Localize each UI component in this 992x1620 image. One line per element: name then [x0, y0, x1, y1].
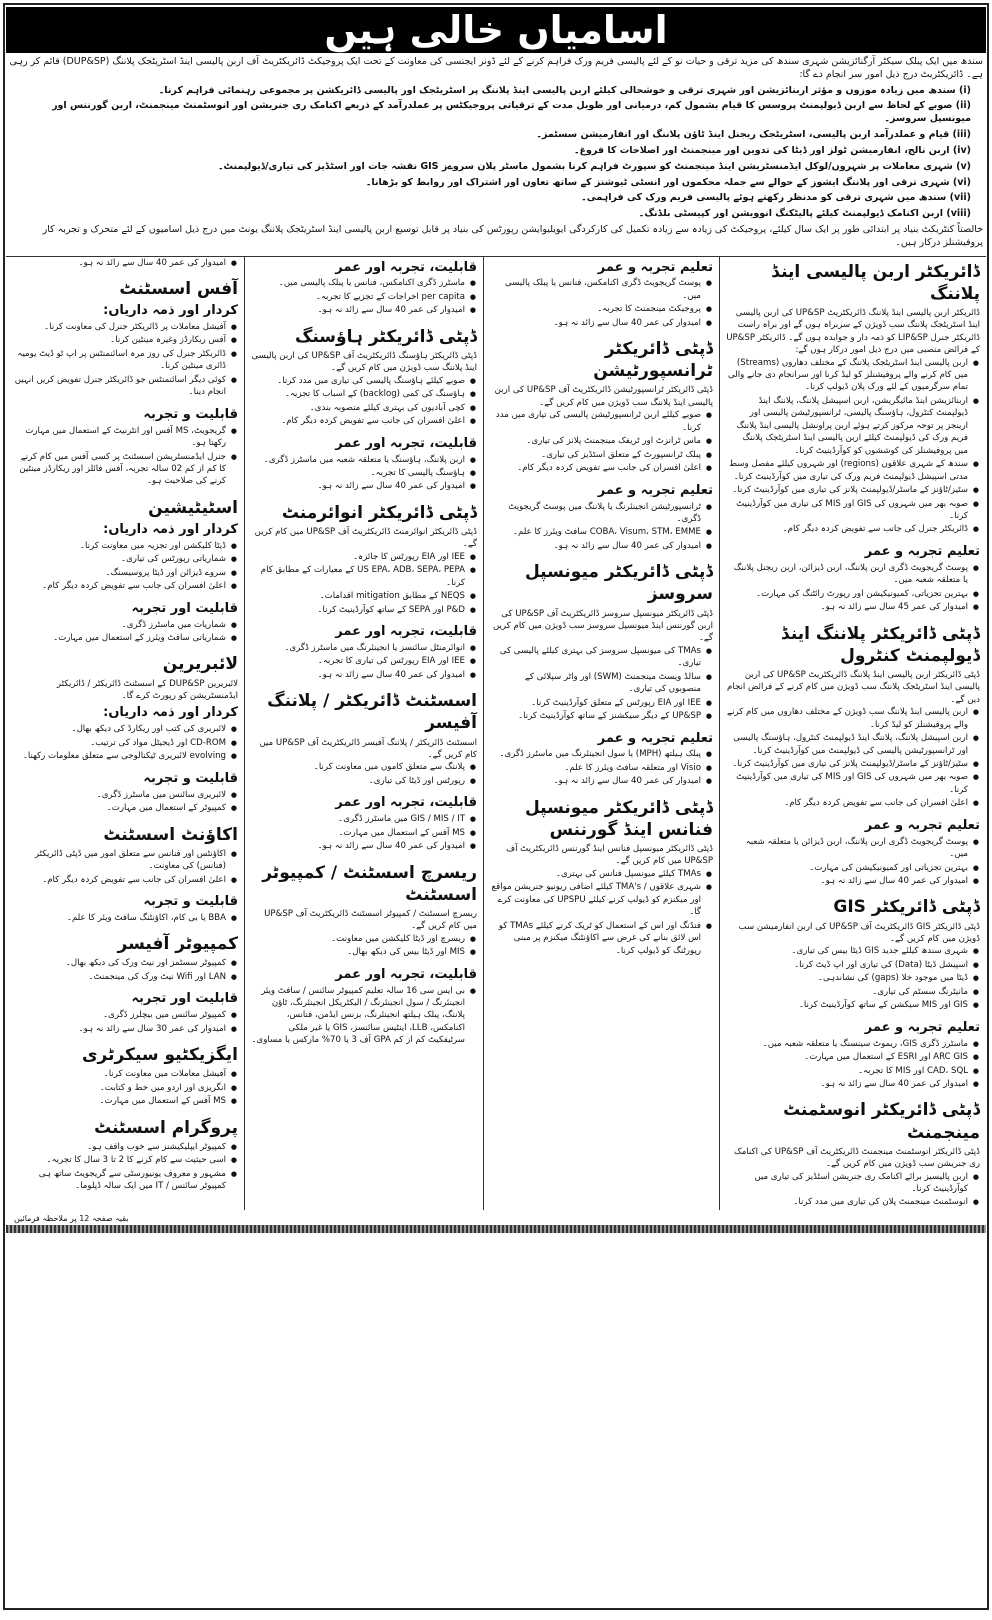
- list-item: ● شماریاتی رپورٹس کی تیاری۔: [12, 553, 226, 565]
- section-subheading: کردار اور ذمہ داریاں:: [103, 705, 238, 721]
- job-title: ڈپٹی ڈائریکٹر ٹرانسپورٹیشن: [593, 339, 713, 382]
- list-item: ● Visio اور متعلقہ سافٹ ویئرز کا علم۔: [490, 762, 701, 774]
- list-item: ● BBA یا بی کام، اکاؤنٹنگ سافٹ ویئر کا علم۔: [12, 912, 226, 924]
- list-item: ● گریجویٹ، MS آفس اور انٹرنیٹ کے استعمال میں مہارت رکھتا ہو۔: [12, 425, 226, 450]
- job-section: [251, 858, 477, 960]
- section-subheading: تعلیم تجربہ و عمر: [864, 817, 980, 833]
- list-item: ● بہترین تجزیاتی اور کمیونیکیشن کی مہارت۔: [726, 862, 968, 874]
- list-item: ● بی ایس سی 16 سالہ تعلیم کمپیوٹر سائنس / سافٹ ویئر انجینئرنگ / سول انجینئرنگ / الیکٹریکل انجینئرنگ، ٹاؤن پلاننگ، پبلک ہیلتھ انجینئرنگ، بزنس ایڈمن، فنانس، اکنامکس، LLB، اینٹیس سائنسز، GIS یا غیر ملکی سرٹیفکیٹ کم از کم GPA آف 3 یا 70% مارکس یا مساوی۔: [251, 985, 465, 1047]
- list-item: ● US EPA، ADB، SEPA، PEPA کے معیارات کے مطابق کام کرنا۔: [251, 564, 465, 589]
- list-item: ● P&D اور SEPA کے ساتھ کوآرڈینیٹ کرنا۔: [251, 604, 465, 616]
- job-section: [12, 493, 238, 594]
- section-subheading: کردار اور ذمہ داریاں:: [103, 303, 238, 319]
- job-title: اکاؤنٹ اسسٹنٹ: [103, 824, 238, 845]
- bullet-list: [726, 562, 980, 614]
- intro-point: (vi) شہری ترقی اور پلاننگ ایشوز کے حوالے سے جملہ محکموں اور انسٹی ٹیوشنز کے ساتھ تعاون اور اشتراک اور روابط کو بڑھانا۔: [365, 176, 971, 188]
- list-item: ● صوبہ بھر میں شہروں کی GIS اور MIS کی تیاری میں کوآرڈینیٹ کرنا۔: [726, 771, 968, 796]
- list-item: ● CAD، SQL اور MIS کا تجربہ۔: [726, 1065, 968, 1077]
- column-2: [484, 257, 720, 1210]
- list-item: ● کمپیوٹر کے استعمال میں مہارت۔: [12, 802, 226, 814]
- section-subheading: تعلیم تجربہ و عمر: [597, 730, 713, 746]
- list-item: ● فنڈنگ اور اس کے استعمال کو ٹریک کرنے کیلئے TMAs کو اس لائق بنانے کی غرض سے اکاؤنٹنگ میکنزم پر مبنی رپورٹنگ کو ڈیولپ کرنا۔: [490, 920, 701, 957]
- intro-section: [6, 56, 986, 250]
- list-item: ● اعلیٰ افسران کی جانب سے تفویض کردہ دیگر کام۔: [12, 874, 226, 886]
- job-section: [726, 1095, 980, 1209]
- job-title: پروگرام اسسٹنٹ: [94, 1117, 238, 1138]
- list-item: ● اربنائزیشن اینڈ مائیگریشن، اربن اسپیشل پلاننگ، پلاننگ اینڈ ڈیولپمنٹ کنٹرول، ہاؤسنگ پالیسی، ٹرانسپورٹیشن پالیسی اور ارینجز پر توجہ مرکوز کرتے ہوئے اربن پراونشل پالیسی اینڈ پلاننگ فریم ورک کی ڈیولپمنٹ کیلئے اربن پالیسی اینڈ اسٹریٹجک پلاننگ میں پروفیشنلز کی کوششوں کو کوآرڈینیٹ کرنا۔: [726, 395, 968, 457]
- bullet-list: [490, 748, 713, 787]
- list-item: ● اربن پالیسی اینڈ اسٹریٹجک پلاننگ کے مختلف دھاروں (Streams) میں کام کرنے والے پروفیشنلز کو لیڈ کرنا اور سرانجام دی جانے والی تمام سرگرمیوں کے لئے ورک پلان ڈیولپ کرنا۔: [726, 357, 968, 394]
- bullet-list: [12, 1009, 238, 1035]
- list-item: ● پوسٹ گریجویٹ ڈگری اربن پلاننگ، اربن ڈیزائن یا متعلقہ شعبہ میں۔: [726, 836, 968, 861]
- list-item: ● اعلیٰ افسران کی جانب سے تفویض کردہ دیگر کام۔: [12, 580, 226, 592]
- list-item: ● کمپیوٹر سسٹمز اور نیٹ ورک کی دیکھ بھال۔: [12, 957, 226, 969]
- job-section: [12, 988, 238, 1036]
- list-item: ● امیدوار کی عمر 40 سال سے زائد نہ ہو۔: [251, 304, 465, 316]
- job-section: [12, 820, 238, 887]
- list-item: ● سروے ڈیزائن اور ڈیٹا پروسیسنگ۔: [12, 567, 226, 579]
- job-title: ڈپٹی ڈائریکٹر GIS: [833, 897, 980, 918]
- job-section: [12, 1040, 238, 1108]
- list-item: ● سالڈ ویسٹ مینجمنٹ (SWM) اور واٹر سپلائی کے منصوبوں کی تیاری۔: [490, 671, 701, 696]
- bullet-list: [726, 945, 980, 1011]
- job-title: کمپیوٹر آفیسر: [117, 934, 238, 955]
- bullet-list: [490, 645, 713, 723]
- list-item: ● امیدوار کی عمر 40 سال سے زائد نہ ہو۔: [251, 669, 465, 681]
- list-item: ● ٹرانسپورٹیشن انجینئرنگ یا پلاننگ میں پوسٹ گریجویٹ ڈگری۔: [490, 501, 701, 526]
- list-item: ● مشہور و معروف یونیورسٹی سے گریجویٹ ساتھ ہی کمپیوٹر سائنس / IT میں ایک سالہ ڈپلوما۔: [12, 1168, 226, 1193]
- section-subheading: قابلیت و تجربہ: [143, 893, 238, 909]
- intro-point: (iii) قیام و عملدرآمد اربن پالیسی، اسٹریٹجک ریجنل اینڈ ٹاؤن پلاننگ اور انفارمیشن سسٹمز۔: [536, 129, 971, 141]
- section-subheading: قابلیت اور تجربہ: [131, 991, 238, 1007]
- job-section: [726, 257, 980, 537]
- bullet-list: [251, 551, 477, 616]
- job-title: ڈپٹی ڈائریکٹر میونسپل فنانس اینڈ گورننس: [525, 797, 713, 840]
- job-section: [726, 541, 980, 615]
- intro-point: (iv) اربن نالج، انفارمیشن ٹولز اور ڈیٹا کی تدوین اور مینجمنٹ اور اصلاحات کا فروغ۔: [573, 144, 971, 156]
- list-item: ● امیدوار کی عمر 40 سال سے زائد نہ ہو۔: [251, 480, 465, 492]
- bullet-list: [251, 933, 477, 959]
- list-item: ● IEE اور EIA رپورٹس کا جائزہ۔: [251, 551, 465, 563]
- job-description: ڈپٹی ڈائریکٹر میونسپل فنانس اینڈ گورننس ڈائریکٹریٹ آف UP&SP میں کام کریں گے۔: [506, 844, 713, 867]
- list-item: ● MIS اور ڈیٹا بیس کی دیکھ بھال۔: [251, 946, 465, 958]
- list-item: ● LAN اور Wifi نیٹ ورک کی مینجمنٹ۔: [12, 971, 226, 983]
- list-item: ● اربن اسپیشل پلاننگ، پلاننگ اینڈ ڈیولپمنٹ کنٹرول، ہاؤسنگ پالیسی اور ٹرانسپورٹیشن پالیسی کی ڈیولپمنٹ میں کوآرڈینیٹ کرنا۔: [726, 732, 968, 757]
- list-item: ● شہری علاقوں / TMA's کیلئے اضافی ریونیو جنریشن مواقع اور میکنزم کو ڈیولپ کرنے کیلئے UPSPU کی معاونت کرے گا۔: [490, 881, 701, 918]
- list-item: ● MS آفس کے استعمال میں مہارت۔: [12, 1095, 226, 1107]
- list-item: ● آفیشل معاملات میں معاونت کرنا۔: [12, 1068, 226, 1080]
- job-section: [490, 257, 713, 331]
- job-section: [726, 619, 980, 811]
- list-item: ● ڈیٹا میں موجود خلا (gaps) کی نشاندہی۔: [726, 972, 968, 984]
- list-item: ● CD-ROM اور ڈیجیٹل مواد کی ترتیب۔: [12, 737, 226, 749]
- list-item: ● ڈائریکٹر جنرل کی روز مرہ اسائنمنٹس پر اپ ٹو ڈیٹ یومیہ ڈائری مینٹین کرنا۔: [12, 348, 226, 373]
- list-item: ● پبلک ٹرانسپورٹ کے متعلق اسٹڈیز کی تیاری۔: [490, 449, 701, 461]
- bullet-list: [12, 425, 238, 488]
- job-description: ڈپٹی ڈائریکٹر اربن پالیسی اینڈ پلاننگ ڈائریکٹریٹ UP&SP کی اربن پالیسی اینڈ اسٹریٹجک پلاننگ سب ڈویژن میں کام کرنے کے فرائض انجام دیں گے۔: [727, 669, 980, 705]
- job-title: ڈپٹی ڈائریکٹر انوسٹمنٹ مینجمنٹ: [783, 1100, 980, 1143]
- list-item: ● امیدوار کی عمر 30 سال سے زائد نہ ہو۔: [12, 1023, 226, 1035]
- job-section: [12, 649, 238, 763]
- bullet-list: [12, 1068, 238, 1107]
- job-section: [726, 892, 980, 1012]
- list-item: ● بہترین تجزیاتی، کمیونیکیشن اور رپورٹ رائٹنگ کی مہارت۔: [726, 588, 968, 600]
- list-item: ● ہاؤسنگ پالیسی کا تجربہ۔: [251, 467, 465, 479]
- column-4: [6, 257, 245, 1210]
- bullet-list: [12, 321, 238, 399]
- section-subheading: قابلیت و تجربہ: [143, 770, 238, 786]
- bullet-list: [490, 409, 713, 474]
- job-section: [490, 334, 713, 475]
- section-subheading: قابلیت اور تجربہ: [131, 600, 238, 616]
- bullet-list: [490, 868, 713, 957]
- bullet-list: [251, 454, 477, 493]
- job-description: ڈپٹی ڈائریکٹر میونسپل سروسز ڈائریکٹریٹ آف UP&SP کی اربن گورننس اینڈ میونسپل سروسز سب ڈویژن میں کام کریں گے۔: [493, 608, 713, 644]
- list-item: ● جنرل ایڈمنسٹریشن اسسٹنٹ پر کسی آفس میں کام کرنے کا کم از کم 02 سالہ تجربہ، آفس فائلز اور ریکارڈز مینٹین کرنے کی صلاحیت ہو۔: [12, 451, 226, 488]
- list-item: ● اربن پلاننگ، ہاؤسنگ یا متعلقہ شعبہ میں ماسٹرز ڈگری۔: [251, 454, 465, 466]
- bullet-list: [726, 1038, 980, 1091]
- section-subheading: قابلیت، تجربہ اور عمر: [335, 435, 477, 451]
- job-title: ریسرچ اسسٹنٹ / کمپیوٹر اسسٹنٹ: [262, 862, 477, 905]
- bullet-list: [251, 813, 477, 852]
- list-item: ● امیدوار کی عمر 40 سال سے زائد نہ ہو۔: [12, 257, 226, 269]
- job-section: [726, 1017, 980, 1092]
- list-item: ● سٹیز/ٹاؤنز کے ماسٹر/ڈیولپمنٹ پلانز کی تیاری میں کوآرڈینیٹ کرنا۔: [726, 758, 968, 770]
- bullet-list: [251, 277, 477, 316]
- list-item: ● اربن پالیسی اینڈ پلاننگ سب ڈویژن کے مختلف دھاروں میں کام کرنے والے پروفیشنلز کو لیڈ کرنا۔: [726, 706, 968, 731]
- bullet-list: [12, 957, 238, 983]
- job-description: اسسٹنٹ ڈائریکٹر / پلاننگ آفیسر ڈائریکٹریٹ آف UP&SP میں کام کریں گے۔: [259, 737, 477, 761]
- job-section: [12, 1113, 238, 1194]
- list-item: ● پروجیکٹ مینجمنٹ کا تجربہ۔: [490, 303, 701, 315]
- job-title: ایگزیکٹیو سیکرٹری: [81, 1045, 238, 1066]
- page-title: اسامیاں خالی ہیں: [6, 7, 986, 53]
- job-title: ڈپٹی ڈائریکٹر میونسپل سروسز: [525, 562, 713, 605]
- list-item: ● رپورٹس اور ڈیٹا کی تیاری۔: [251, 775, 465, 787]
- section-subheading: قابلیت، تجربہ اور عمر: [335, 259, 477, 275]
- list-item: ● کوئی دیگر اسائنمنٹس جو ڈائریکٹر جنرل تفویض کریں انہیں انجام دینا۔: [12, 374, 226, 399]
- bullet-list: [490, 277, 713, 329]
- list-item: ● امیدوار کی عمر 40 سال سے زائد نہ ہو۔: [490, 317, 701, 329]
- list-item: ● ماسٹرز ڈگری اکنامکس، فنانس یا پبلک پالیسی میں۔: [251, 277, 465, 289]
- intro-point: (vii) سندھ میں شہری ترقی کو مدنظر رکھتے ہوئے پالیسی فریم ورک کی فراہمی۔: [581, 192, 971, 204]
- job-section: [726, 815, 980, 889]
- list-item: ● NEQS کے مطابق mitigation اقدامات۔: [251, 590, 465, 602]
- job-section: [251, 433, 477, 494]
- list-item: ● IEE اور EIA رپورٹس کے متعلق کوآرڈینیٹ کرنا۔: [490, 697, 701, 709]
- list-item: ● اسپیشل ڈیٹا (Data) کی تیاری اور اپ ڈیٹ کرنا۔: [726, 959, 968, 971]
- list-item: ● TMAs کی میونسپل سروسز کی بہتری کیلئے پالیسی کی تیاری۔: [490, 645, 701, 670]
- list-item: ● کمپیوٹر سائنس میں بیچلرز ڈگری۔: [12, 1009, 226, 1021]
- bullet-list: [251, 375, 477, 428]
- job-section: [12, 404, 238, 489]
- job-section: [12, 929, 238, 984]
- section-subheading: تعلیم تجربہ و عمر: [597, 482, 713, 498]
- job-description: ڈپٹی ڈائریکٹر GIS ڈائریکٹریٹ آف UP&SP کی اربن انفارمیشن سب ڈویژن میں کام کریں گے۔: [738, 921, 980, 945]
- job-section: [251, 621, 477, 682]
- list-item: ● اعلیٰ افسران کی جانب سے تفویض کردہ دیگر کام۔: [490, 462, 701, 474]
- intro-point: (i) سندھ میں زیادہ موزوں و مؤثر اربنائزیشن اور شہری ترقی و خوشحالی کیلئے اربن پالیسی اینڈ پلاننگ پر اسٹریٹجک اور پالیسی ڈائریکشن پر مجموعی رہنمائی فراہم کرنا۔: [158, 84, 971, 96]
- intro-point: (v) شہری معاملات پر شہروں/لوکل ایڈمنسٹریشن اینڈ مینجمنٹ کو سپورٹ فراہم کرنا بشمول ماسٹر پلان سروےز GIS نقشہ جات اور اسٹڈیز کی تیاری/ڈیولپمنٹ۔: [217, 160, 971, 172]
- list-item: ● امیدوار کی عمر 40 سال سے زائد نہ ہو۔: [490, 775, 701, 787]
- bullet-list: [12, 540, 238, 593]
- job-description: ڈپٹی ڈائریکٹر انوائرمنٹ ڈائریکٹریٹ آف UP&SP میں کام کریں گے۔: [254, 526, 477, 550]
- column-3: [245, 257, 484, 1210]
- job-title: ڈپٹی ڈائریکٹر ہاؤسنگ: [294, 326, 477, 347]
- list-item: ● اعلیٰ افسران کی جانب سے تفویض کردہ دیگر کام۔: [251, 415, 465, 427]
- list-item: ● امیدوار کی عمر 40 سال سے زائد نہ ہو۔: [726, 1078, 968, 1090]
- job-section: [12, 257, 238, 270]
- job-section: [251, 257, 477, 318]
- job-section: [490, 793, 713, 958]
- columns-container: [6, 256, 986, 1210]
- job-section: [490, 480, 713, 554]
- list-item: ● لائبریری کی کتب اور ریکارڈ کی دیکھ بھال۔: [12, 723, 226, 735]
- list-item: ● امیدوار کی عمر 45 سال سے زائد نہ ہو۔: [726, 601, 968, 613]
- job-section: [251, 686, 477, 788]
- job-description: ریسرچ اسسٹنٹ / کمپیوٹر اسسٹنٹ ڈائریکٹریٹ آف UP&SP میں کام کریں گے۔: [264, 908, 477, 932]
- intro-points: [9, 85, 983, 221]
- list-item: ● اسی حیثیت سے کام کرنے کا 2 تا 3 سال کا تجربہ۔: [12, 1154, 226, 1166]
- job-title: ڈپٹی ڈائریکٹر انوائرمنٹ: [281, 502, 477, 523]
- job-section: [251, 792, 477, 853]
- list-item: ● GIS / MIS / IT میں ماسٹرز ڈگری۔: [251, 813, 465, 825]
- list-item: ● انگریزی اور اردو میں خط و کتابت۔: [12, 1082, 226, 1094]
- list-item: ● ماسٹرز ڈگری GIS، ریموٹ سینسنگ یا متعلقہ شعبہ میں۔: [726, 1038, 968, 1050]
- list-item: ● اربن پالیسیز برائے اکنامک ری جنریشن اسٹڈیز کی تیاری میں کوآرڈینیٹ کرنا۔: [726, 1171, 968, 1196]
- list-item: ● اعلیٰ افسران کی جانب سے تفویض کردہ دیگر کام۔: [726, 797, 968, 809]
- ad-frame: [3, 3, 989, 1610]
- job-description: ڈپٹی ڈائریکٹر ٹرانسپورٹیشن ڈائریکٹریٹ آف UP&SP کی اربن پالیسی اینڈ پلاننگ سب ڈویژن میں کام کریں گے۔: [494, 385, 713, 408]
- job-title: اسٹیٹیشین: [148, 497, 238, 518]
- bullet-list: [726, 357, 980, 536]
- bullet-list: [251, 761, 477, 787]
- job-description: ڈپٹی ڈائریکٹر انوسٹمنٹ مینجمنٹ ڈائریکٹریٹ آف UP&SP کی اکنامک ری جنریشن سب ڈویژن میں کام کریں گے۔: [734, 1146, 980, 1170]
- bullet-list: [251, 985, 477, 1047]
- section-subheading: قابلیت، تجربہ اور عمر: [335, 795, 477, 811]
- section-subheading: قابلیت، تجربہ اور عمر: [335, 966, 477, 982]
- list-item: ● ARC GIS اور ESRI کے استعمال میں مہارت۔: [726, 1051, 968, 1063]
- intro-point: (viii) اربن اکنامک ڈیولپمنٹ کیلئے پالیٹکنگ انوویشن اور کپیسٹی بلڈنگ۔: [638, 208, 971, 220]
- list-item: ● ڈیٹا کلیکشن اور تجزیہ میں معاونت کرنا۔: [12, 540, 226, 552]
- job-section: [12, 598, 238, 646]
- list-item: ● سٹیز/ٹاؤنز کے ماسٹر/ڈیولپمنٹ پلانز کی تیاری میں کوآرڈینیٹ کرنا۔: [726, 484, 968, 496]
- bullet-list: [12, 912, 238, 924]
- list-item: ● لائبریری سائنس میں ماسٹرز ڈگری۔: [12, 789, 226, 801]
- job-section: [12, 274, 238, 400]
- list-item: ● اکاؤنٹس اور فنانس سے متعلق امور میں ڈپٹی ڈائریکٹر (فنانس) کی معاونت۔: [12, 848, 226, 873]
- list-item: ● سندھ کے شہری علاقوں (regions) اور شہروں کیلئے مفصل وسط مدتی اسپیشل ڈیولپمنٹ فریم ورک کی تیاری میں کوآرڈینیٹ کرنا۔: [726, 458, 968, 483]
- bullet-list: [12, 723, 238, 762]
- section-subheading: تعلیم تجربہ و عمر: [597, 259, 713, 275]
- bullet-list: [12, 848, 238, 886]
- job-section: [12, 768, 238, 816]
- list-item: ● صوبے کیلئے ہاؤسنگ پالیسی کی تیاری میں مدد کرنا۔: [251, 375, 465, 387]
- section-subheading: تعلیم تجربہ و عمر: [864, 543, 980, 559]
- job-section: [251, 322, 477, 429]
- list-item: ● ڈائریکٹر جنرل کی جانب سے تفویض کردہ دیگر کام۔: [726, 523, 968, 535]
- continued-note: بقیہ صفحہ 12 پر ملاحظہ فرمائیں: [14, 1213, 129, 1223]
- bullet-list: [726, 1171, 980, 1209]
- list-item: ● مانیٹرنگ سسٹم کی تیاری۔: [726, 986, 968, 998]
- job-section: [12, 891, 238, 925]
- job-section: [490, 728, 713, 789]
- job-title: ڈپٹی ڈائریکٹر پلاننگ اینڈ ڈیولپمنٹ کنٹرول: [781, 623, 980, 666]
- job-section: [490, 557, 713, 723]
- list-item: ● UP&SP کے دیگر سیکشنز کے ساتھ کوآرڈینیٹ کرنا۔: [490, 710, 701, 722]
- list-item: ● صوبہ بھر میں شہروں کی GIS اور MIS کی تیاری میں کوآرڈینیٹ کرنا۔: [726, 498, 968, 523]
- bullet-list: [12, 1141, 238, 1193]
- list-item: ● صوبے کیلئے اربن ٹرانسپورٹیشن پالیسی کی تیاری میں مدد کرنا۔: [490, 409, 701, 434]
- section-subheading: قابلیت، تجربہ اور عمر: [335, 624, 477, 640]
- job-description: ڈپٹی ڈائریکٹر ہاؤسنگ ڈائریکٹریٹ آف UP&SP کی اربن پالیسی اینڈ پلاننگ سب ڈویژن میں کام کریں گے۔: [251, 350, 477, 374]
- list-item: ● پوسٹ گریجویٹ ڈگری اکنامکس، فنانس یا پبلک پالیسی میں۔: [490, 277, 701, 302]
- job-description: ڈائریکٹر اربن پالیسی اینڈ پلاننگ ڈائریکٹریٹ UP&SP کی اربن پالیسی اینڈ اسٹریٹجک پلاننگ سب ڈویژن کے سربراہ ہوں گے اور براہ راست ڈائریکٹر جنرل LIP&SP کو ذمہ دار و جوابدہ ہوں گے۔ ڈائریکٹر UP&SP کے فرائض منصبی میں درج ذیل امور درکار ہوں گے:: [726, 307, 980, 356]
- intro-point: (ii) صوبے کے لحاظ سے اربن ڈیولپمنٹ پروسس کا قیام بشمول کم، درمیانی اور طویل مدت کے ترقیاتی پروجیکٹس پر عملدرآمد کے ذریعے اکنامک ری جنریشن اور انوسٹمنٹ مینجمنٹ، اربن گورننس اور میونسپل سروسز۔: [52, 100, 971, 125]
- list-item: ● پلاننگ سے متعلق کاموں میں معاونت کرنا۔: [251, 761, 465, 773]
- list-item: ● MS آفس کے استعمال میں مہارت۔: [251, 827, 465, 839]
- list-item: ● GIS اور MIS سیکشن کے ساتھ کوآرڈینیٹ کرنا۔: [726, 999, 968, 1011]
- bullet-list: [726, 836, 980, 888]
- job-section: [251, 964, 477, 1048]
- list-item: ● per capita اخراجات کے تجزیے کا تجربہ۔: [251, 291, 465, 303]
- job-description: لائبریرین DUP&SP کے اسسٹنٹ ڈائریکٹر / ڈائریکٹر ایڈمنسٹریشن کو رپورٹ کرے گا۔: [56, 678, 238, 702]
- list-item: ● انوائرمنٹل سائنسز یا انجینئرنگ میں ماسٹرز ڈگری۔: [251, 642, 465, 654]
- list-item: ● آفیشل معاملات پر ڈائریکٹر جنرل کی معاونت کرنا۔: [12, 321, 226, 333]
- section-subheading: کردار اور ذمہ داریاں:: [103, 521, 238, 537]
- list-item: ● TMAs کیلئے میونسپل فنانس کی بہتری۔: [490, 868, 701, 880]
- list-item: ● ماس ٹرانزٹ اور ٹریفک مینجمنٹ پلانز کی تیاری۔: [490, 435, 701, 447]
- list-item: ● انوسٹمنٹ مینجمنٹ پلان کی تیاری میں مدد کرنا۔: [726, 1196, 968, 1208]
- intro-lead: سندھ میں ایک پبلک سیکٹر آرگنائزیشن شہری سندھ کی مزید ترقی و حیات نو کے لئے پالیسی فریم ورک فراہم کرنے کے لئے ڈونر ایجنسی کی معاونت کے تحت ایک پروجیکٹ ڈائریکٹریٹ آف اربن پالیسی اینڈ اسٹریٹجک پلاننگ (DUP&SP) قائم کر رہی ہے۔ ڈائریکٹریٹ درج ذیل امور سر انجام دے گا:: [9, 56, 983, 80]
- list-item: ● COBA، Visum، STM، EMME سافٹ ویئرز کا علم۔: [490, 526, 701, 538]
- bullet-list: [12, 619, 238, 645]
- job-section: [251, 498, 477, 617]
- job-title: آفس اسسٹنٹ: [119, 279, 238, 300]
- list-item: ● ہاؤسنگ کی کمی (backlog) کے اسباب کا تجزیہ۔: [251, 388, 465, 400]
- bullet-list: [726, 706, 980, 810]
- job-title: اسسٹنٹ ڈائریکٹر / پلاننگ آفیسر: [267, 691, 477, 734]
- list-item: ● IEE اور EIA رپورٹس کی تیاری کا تجربہ۔: [251, 655, 465, 667]
- list-item: ● شماریات میں ماسٹرز ڈگری۔: [12, 619, 226, 631]
- list-item: ● پبلک ہیلتھ (MPH) یا سول انجینئرنگ میں ماسٹرز ڈگری۔: [490, 748, 701, 760]
- bottom-border: [6, 1225, 986, 1233]
- list-item: ● امیدوار کی عمر 40 سال سے زائد نہ ہو۔: [251, 840, 465, 852]
- list-item: ● شہری سندھ کیلئے جدید GIS ڈیٹا بیس کی تیاری۔: [726, 945, 968, 957]
- bullet-list: [251, 642, 477, 681]
- list-item: ● آفس ریکارڈز وغیرہ مینٹین کرنا۔: [12, 334, 226, 346]
- bullet-list: [12, 257, 238, 269]
- list-item: ● evolving لائبریری ٹیکنالوجی سے متعلق معلومات رکھنا۔: [12, 750, 226, 762]
- bullet-list: [12, 789, 238, 815]
- list-item: ● امیدوار کی عمر 40 سال سے زائد نہ ہو۔: [726, 875, 968, 887]
- list-item: ● ریسرچ اور ڈیٹا کلیکشن میں معاونت۔: [251, 933, 465, 945]
- list-item: ● کمپیوٹر ایپلیکیشنز سے خوب واقف ہو۔: [12, 1141, 226, 1153]
- list-item: ● پوسٹ گریجویٹ ڈگری اربن پلاننگ، اربن ڈیزائن، اربن ریجنل پلاننگ یا متعلقہ شعبہ میں۔: [726, 562, 968, 587]
- list-item: ● شماریاتی سافٹ ویئرز کے استعمال میں مہارت۔: [12, 632, 226, 644]
- section-subheading: قابلیت و تجربہ: [143, 406, 238, 422]
- intro-closing: خالصتاً کنٹریکٹ بنیاد پر ابتدائی طور پر ایک سال کیلئے، پروجیکٹ کی زیادہ سے زیادہ تکمیل کی کارکردگی ایویلیوایشن رپورٹس کی بنیاد پر قابل توسیع اربن پالیسی اینڈ اسٹریٹجک پلاننگ یونٹ میں درج ذیل اسامیوں کے لئے متحرک و تجربہ کار پروفیشنلز درکار ہیں۔: [42, 223, 983, 248]
- list-item: ● کچی آبادیوں کی بہتری کیلئے منصوبہ بندی۔: [251, 402, 465, 414]
- bullet-list: [490, 501, 713, 553]
- list-item: ● امیدوار کی عمر 40 سال سے زائد نہ ہو۔: [490, 540, 701, 552]
- job-title: ڈائریکٹر اربن پالیسی اینڈ پلاننگ: [771, 261, 980, 304]
- job-title: لائبریرین: [162, 654, 238, 675]
- section-subheading: تعلیم تجربہ و عمر: [864, 1019, 980, 1035]
- column-1: [720, 257, 986, 1210]
